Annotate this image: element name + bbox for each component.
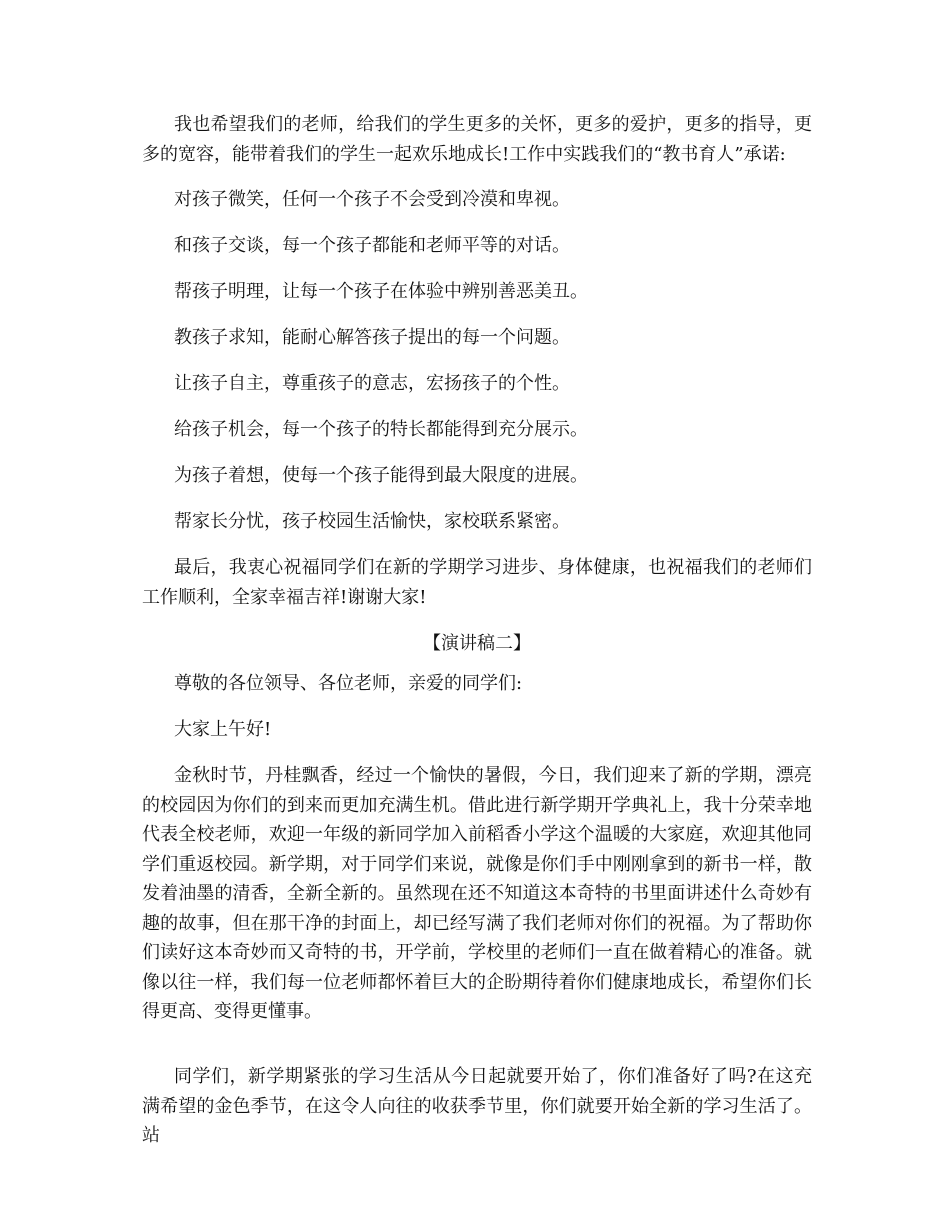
paragraph-promise-opportunity: 给孩子机会，每一个孩子的特长都能得到充分展示。 <box>174 419 588 440</box>
paragraph-teacher-hope: 我也希望我们的老师，给我们的学生更多的关怀，更多的爱护，更多的指导，更多的宽容，能带着我们的学生一起欢乐地成长!工作中实践我们的“教书育人”承诺: <box>142 114 812 165</box>
paragraph-promise-talk: 和孩子交谈，每一个孩子都能和老师平等的对话。 <box>174 235 570 256</box>
paragraph-closing-wishes: 最后，我衷心祝福同学们在新的学期学习进步、身体健康，也祝福我们的老师们工作顺利，全家幸福吉祥!谢谢大家! <box>142 557 812 608</box>
paragraph-promise-reason: 帮孩子明理，让每一个孩子在体验中辨别善恶美丑。 <box>174 281 588 302</box>
paragraph-promise-knowledge: 教孩子求知，能耐心解答孩子提出的每一个问题。 <box>174 327 570 348</box>
paragraph-promise-smile: 对孩子微笑，任何一个孩子不会受到冷漠和卑视。 <box>174 189 570 210</box>
paragraph-promise-autonomy: 让孩子自主，尊重孩子的意志，宏扬孩子的个性。 <box>174 373 570 394</box>
paragraph-new-semester: 金秋时节，丹桂飘香，经过一个愉快的暑假，今日，我们迎来了新的学期，漂亮的校园因为你们的到来而更加充满生机。借此进行新学期开学典礼上，我十分荣幸地代表全校老师，欢迎一年级的新同学加入前稻香小学这个温暖的大家庭，欢迎其他同学们重返校园。新学期，对于同学们来说，就像是你们手中刚刚拿到的新书一样，散发着油墨的清香，全新全新的。虽然现在还不知道这本奇特的书里面讲述什么奇妙有趣的故事，但在那干净的封面上，却已经写满了我们老师对你们的祝福。为了帮助你们读好这本奇妙而又奇特的书，开学前，学校里的老师们一直在做着精心的准备。就像以往一样，我们每一位老师都怀着巨大的企盼期待着你们健康地成长，希望你们长得更高、变得更懂事。 <box>142 765 812 1022</box>
paragraph-promise-parents: 帮家长分忧，孩子校园生活愉快，家校联系紧密。 <box>174 511 570 532</box>
paragraph-greeting: 尊敬的各位领导、各位老师，亲爱的同学们: <box>174 673 523 694</box>
paragraph-promise-consider: 为孩子着想，使每一个孩子能得到最大限度的进展。 <box>174 465 588 486</box>
section-heading: 【演讲稿二】 <box>423 633 531 654</box>
paragraph-students-ready: 同学们，新学期紧张的学习生活从今日起就要开始了，你们准备好了吗?在这充满希望的金色季节，在这令人向往的收获季节里，你们就要开始全新的学习生活了。站 <box>142 1066 812 1146</box>
paragraph-good-morning: 大家上午好! <box>174 719 272 740</box>
